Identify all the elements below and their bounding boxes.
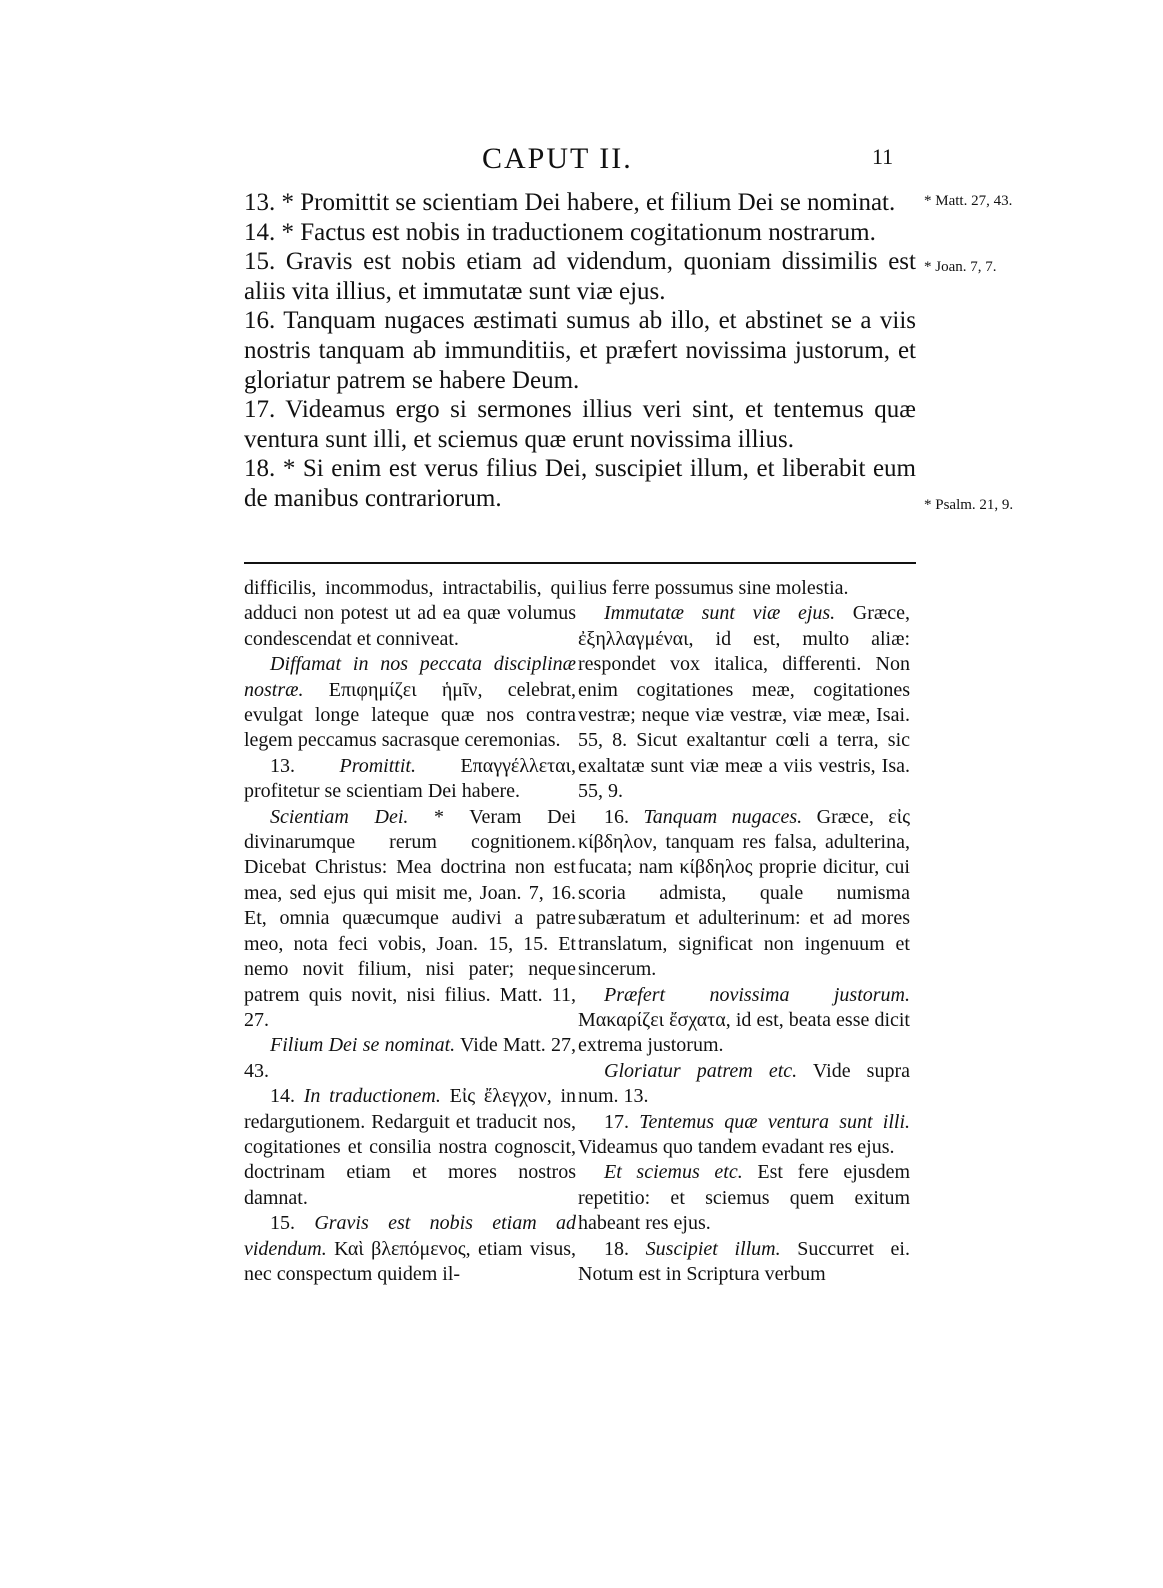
- commentary-paragraph: [578, 1110, 910, 1161]
- gloss: Videamus quo tandem evadant res ejus.: [578, 1135, 895, 1158]
- verse-ref: 15.: [270, 1212, 315, 1235]
- gloss: Græce, ἐξηλλαγμέναι, id est, multo aliæ: respondet vox italica, differenti. Non enim cogitationes meæ, cogitationes vestræ; neque viæ vestræ, viæ meæ, Isai. 55, 8. Sicut exaltantur cœli a terra, sic exaltatæ sunt viæ meæ a viis vestris, Isa. 55, 9.: [578, 602, 910, 803]
- lemma: Tanquam nugaces.: [643, 805, 803, 828]
- lemma: Filium Dei se nominat.: [270, 1034, 456, 1057]
- verse-14: 14. * Factus est nobis in traductionem cogitationum nostrarum.: [244, 218, 876, 246]
- gloss: Vide Matt. 27, 43.: [244, 1034, 576, 1082]
- verse-ref: 17.: [604, 1110, 640, 1133]
- gloss: * Veram Dei divinarumque rerum cognitionem. Dicebat Christus: Mea doctrina non est mea, sed ejus qui misit me, Joan. 7, 16. Et, omnia quæcumque audivi a patre meo, nota feci vobis, Joan. 15, 15. Et nemo novit filium, nisi pater; neque patrem quis novit, nisi filius. Matt. 11, 27.: [244, 805, 577, 1031]
- verse-18: 18. * Si enim est verus filius Dei, suscipiet illum, et liberabit eum de manibus contrariorum.: [244, 455, 916, 512]
- verse-17: 17. Videamus ergo si sermones illius veri sint, et tentemus quæ ventura sunt illi, et sciemus quæ erunt novissima illius.: [244, 396, 916, 453]
- commentary-right-column: [578, 576, 910, 1287]
- commentary-paragraph: [578, 576, 910, 601]
- page-header: [0, 142, 1163, 182]
- commentary-paragraph: [244, 1084, 576, 1211]
- gloss: Επαγγέλλεται, profitetur se scientiam Dei habere.: [244, 754, 577, 803]
- verse-ref: 16.: [604, 805, 644, 828]
- commentary-paragraph: [244, 1211, 576, 1287]
- verse-13: 13. * Promittit se scientiam Dei habere, et filium Dei se nominat.: [244, 189, 896, 216]
- margin-note-psalm: * Psalm. 21, 9.: [924, 497, 1014, 513]
- divider-rule: [244, 562, 916, 564]
- margin-note-joan: * Joan. 7, 7.: [924, 259, 997, 275]
- verse-block: [244, 188, 916, 514]
- lemma: Scientiam Dei.: [270, 805, 409, 828]
- commentary-paragraph: [578, 1237, 910, 1288]
- commentary-paragraph: [244, 754, 576, 805]
- verse-ref: 18.: [604, 1237, 646, 1260]
- commentary-paragraph: [244, 805, 576, 1034]
- lemma: Immutatæ sunt viæ ejus.: [604, 602, 836, 625]
- margin-note-matt: * Matt. 27, 43.: [924, 193, 1013, 209]
- lemma: Et sciemus etc.: [604, 1161, 743, 1184]
- commentary-left-column: [244, 576, 576, 1287]
- lemma: In traductionem.: [303, 1085, 441, 1108]
- commentary-paragraph: [244, 1033, 576, 1084]
- page-number: 11: [872, 144, 894, 169]
- gloss: Καὶ βλεπόμενος, etiam visus, nec conspectum quidem il-: [244, 1237, 576, 1285]
- gloss: Vide supra num. 13.: [578, 1059, 910, 1108]
- verse-15: 15. Gravis est nobis etiam ad videndum, quoniam dissimilis est aliis vita illius, et immutatæ sunt viæ ejus.: [244, 248, 916, 305]
- lemma: Gravis est nobis etiam ad videndum.: [244, 1212, 576, 1260]
- gloss: Εἰς ἔλεγχον, in redargutionem. Redarguit et traducit nos, cogitationes et consilia nostra cognoscit, doctrinam etiam et mores nostros damnat.: [244, 1085, 577, 1209]
- verse-16: 16. Tanquam nugaces æstimati sumus ab illo, et abstinet se a viis nostris tanquam ab immunditiis, et præfert novissima justorum, et gloriatur patrem se habere Deum.: [244, 307, 916, 394]
- gloss: Επιφημίζει ἡμῖν, celebrat, evulgat longe lateque quæ nos contra legem peccamus sacrasque ceremonias.: [244, 678, 576, 752]
- page-title: CAPUT II.: [482, 142, 633, 175]
- gloss: Succurret ei. Notum est in Scriptura verbum: [578, 1237, 910, 1285]
- lemma: Promittit.: [339, 754, 416, 777]
- text: difficilis, incommodus, intractabilis, qui adduci non potest ut ad ea quæ volumus condescendat et conniveat.: [244, 577, 576, 650]
- commentary-paragraph: [244, 576, 576, 652]
- text: lius ferre possumus sine molestia.: [578, 577, 849, 599]
- verse-ref: 14.: [270, 1085, 304, 1108]
- commentary-paragraph: [578, 983, 910, 1059]
- gloss: Μακαρίζει ἔσχατα, id est, beata esse dicit extrema justorum.: [578, 1008, 910, 1057]
- commentary-paragraph: [578, 1059, 910, 1110]
- gloss: Græce, εἰς κίβδηλον, tanquam res falsa, adulterina, fucata; nam κίβδηλος proprie dicitur, cui scoria admista, quale numisma subæratum et adulterinum: et ad mores translatum, significat non ingenuum et sincerum.: [578, 805, 910, 981]
- lemma: Præfert novissima justorum.: [604, 983, 910, 1006]
- lemma: Suscipiet illum.: [645, 1237, 781, 1260]
- lemma: Diffamat in nos peccata disciplinæ nostræ.: [244, 653, 576, 701]
- commentary-paragraph: [578, 805, 910, 983]
- commentary-paragraph: [578, 601, 910, 804]
- commentary-paragraph: [578, 1160, 910, 1236]
- commentary-paragraph: [244, 652, 576, 754]
- lemma: Gloriatur patrem etc.: [604, 1059, 798, 1082]
- lemma: Tentemus quæ ventura sunt illi.: [639, 1110, 910, 1133]
- gloss: Est fere ejusdem repetitio: et sciemus quem exitum habeant res ejus.: [578, 1161, 911, 1235]
- verse-ref: 13.: [270, 754, 340, 777]
